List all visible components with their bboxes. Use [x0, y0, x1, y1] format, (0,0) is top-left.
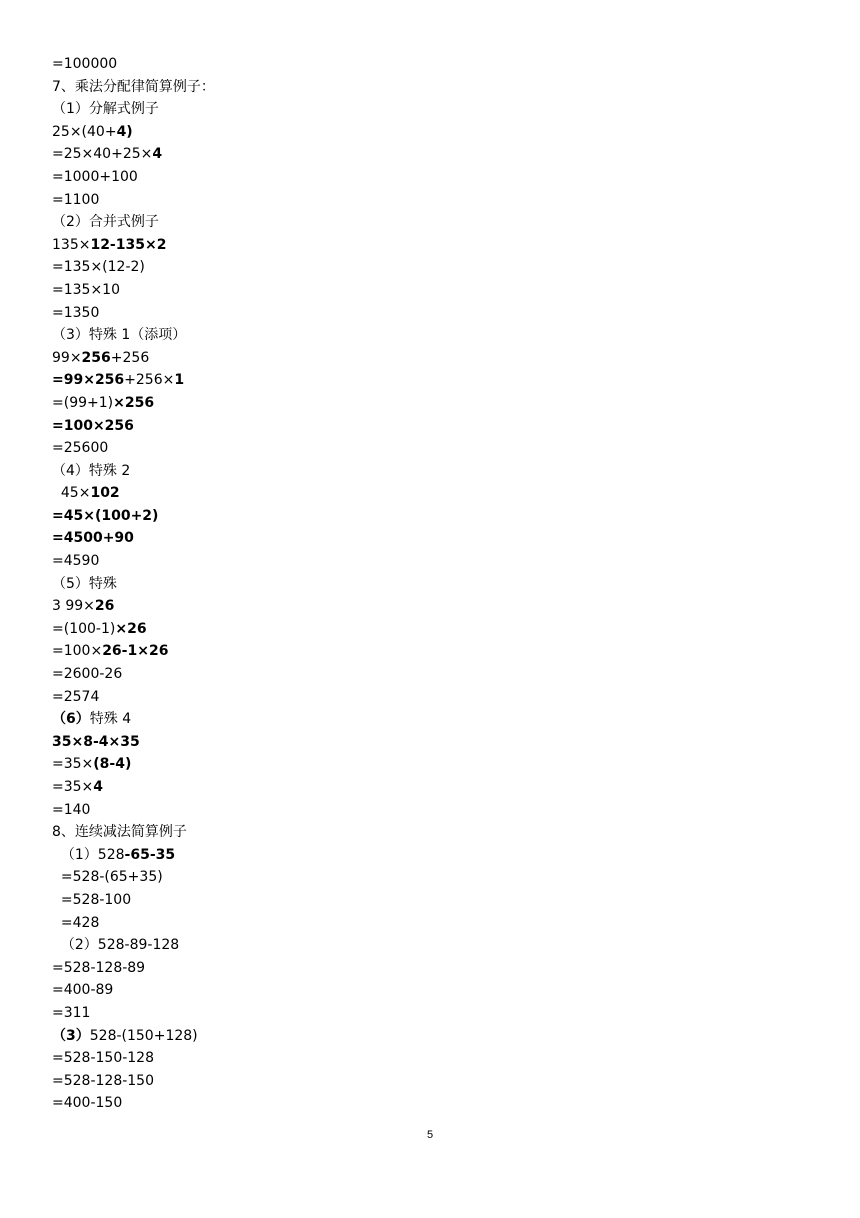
document-body [52, 53, 812, 1115]
text-line [52, 302, 812, 325]
text-segment: =2600-26 [52, 666, 123, 683]
text-line [52, 482, 812, 505]
text-segment: =400-150 [52, 1095, 123, 1112]
text-segment: =528-128-150 [52, 1072, 154, 1089]
text-segment: 135× [52, 236, 91, 253]
text-segment: 特殊 4 [89, 711, 132, 728]
text-segment: 45× [52, 485, 91, 502]
text-line [52, 957, 812, 980]
text-line [52, 1025, 812, 1048]
text-segment: 99× [52, 349, 82, 366]
text-segment: +256× [124, 372, 175, 389]
text-segment: 1 [174, 372, 185, 389]
text-segment: =99×256 [52, 372, 125, 389]
text-segment: 26-1×26 [102, 643, 169, 660]
text-segment: =428 [52, 914, 100, 931]
text-segment: =4590 [52, 553, 100, 570]
text-line [52, 550, 812, 573]
text-line [52, 53, 812, 76]
text-segment: 4 [93, 779, 104, 795]
text-segment: =1100 [52, 191, 100, 208]
text-line [52, 640, 812, 663]
text-segment: （5）特殊 [52, 575, 117, 592]
text-segment: -65-35 [124, 846, 176, 863]
text-segment: 35×8-4×35 [52, 733, 140, 750]
text-segment: （2）528-89-128 [52, 937, 180, 954]
text-segment: =135×10 [52, 281, 120, 298]
page-number: 5 [426, 1129, 434, 1141]
text-line [52, 460, 812, 483]
text-segment: =25600 [52, 440, 109, 457]
text-segment: =35× [52, 779, 94, 795]
text-segment: 3 99× [52, 598, 95, 615]
text-segment: =135×(12-2) [52, 259, 145, 276]
text-segment: =528-(65+35) [52, 869, 163, 886]
text-line [52, 234, 812, 257]
text-line [52, 1092, 812, 1115]
text-segment: （6） [52, 711, 90, 728]
text-segment: （4）特殊 2 [52, 462, 131, 479]
text-line [52, 618, 812, 641]
text-line [52, 256, 812, 279]
text-line [52, 505, 812, 528]
text-segment: =4500+90 [52, 530, 134, 547]
text-segment: =528-100 [52, 891, 132, 908]
text-segment: =100000 [52, 56, 118, 72]
text-line [52, 527, 812, 550]
text-segment: =400-89 [52, 982, 114, 999]
text-segment: =528-128-89 [52, 959, 146, 976]
text-line [52, 143, 812, 166]
text-segment: 528-(150+128) [89, 1027, 198, 1044]
text-segment: （3） [52, 1027, 90, 1044]
text-line [52, 76, 812, 99]
text-line [52, 912, 812, 935]
text-line [52, 166, 812, 189]
text-segment: =528-150-128 [52, 1050, 154, 1067]
text-segment: 256 [81, 349, 111, 366]
text-line [52, 889, 812, 912]
text-line [52, 708, 812, 731]
text-line [52, 686, 812, 709]
text-line [52, 211, 812, 234]
text-segment: 25×(40+ [52, 123, 117, 140]
text-line [52, 934, 812, 957]
text-line [52, 595, 812, 618]
text-line [52, 844, 812, 867]
text-line [52, 776, 812, 799]
text-segment: =35× [52, 756, 94, 773]
text-segment: ×256 [113, 394, 155, 411]
text-segment: +256 [110, 349, 150, 366]
text-segment: =25×40+25× [52, 146, 153, 163]
text-segment: （3）特殊 1（添项） [52, 327, 187, 344]
text-segment: =140 [52, 801, 91, 818]
text-segment: =100× [52, 643, 103, 660]
text-line [52, 415, 812, 438]
text-segment: =45×(100+2) [52, 507, 159, 524]
text-segment: 4 [152, 146, 163, 163]
text-segment: 4) [116, 123, 133, 140]
text-segment: =2574 [52, 688, 100, 705]
text-segment: 8、连续减法简算例子 [52, 824, 187, 841]
text-line [52, 369, 812, 392]
text-segment: 26 [94, 598, 115, 615]
text-segment: （2）合并式例子 [52, 214, 159, 231]
text-segment: （1）528 [52, 846, 125, 863]
text-line [52, 1047, 812, 1070]
text-line [52, 821, 812, 844]
text-line [52, 98, 812, 121]
text-line [52, 663, 812, 686]
text-segment: =(100-1) [52, 620, 116, 637]
text-line [52, 1002, 812, 1025]
text-line [52, 866, 812, 889]
text-line [52, 979, 812, 1002]
text-line [52, 279, 812, 302]
text-segment: =311 [52, 1004, 91, 1021]
text-line [52, 799, 812, 822]
text-line [52, 1070, 812, 1093]
text-line [52, 121, 812, 144]
text-segment: (8-4) [93, 756, 132, 773]
text-line [52, 392, 812, 415]
text-line [52, 437, 812, 460]
text-segment: =(99+1) [52, 394, 114, 411]
text-line [52, 753, 812, 776]
text-line [52, 731, 812, 754]
text-line [52, 573, 812, 596]
text-segment: 12-135×2 [90, 236, 167, 253]
text-line [52, 189, 812, 212]
text-segment: =100×256 [52, 417, 134, 434]
text-segment: （1）分解式例子 [52, 101, 159, 118]
text-segment: ×26 [115, 620, 147, 637]
text-line [52, 347, 812, 370]
text-segment: =1000+100 [52, 168, 138, 185]
text-line [52, 324, 812, 347]
text-segment: =1350 [52, 304, 100, 321]
text-segment: 102 [90, 485, 120, 502]
text-segment: 7、乘法分配律简算例子： [52, 78, 215, 95]
